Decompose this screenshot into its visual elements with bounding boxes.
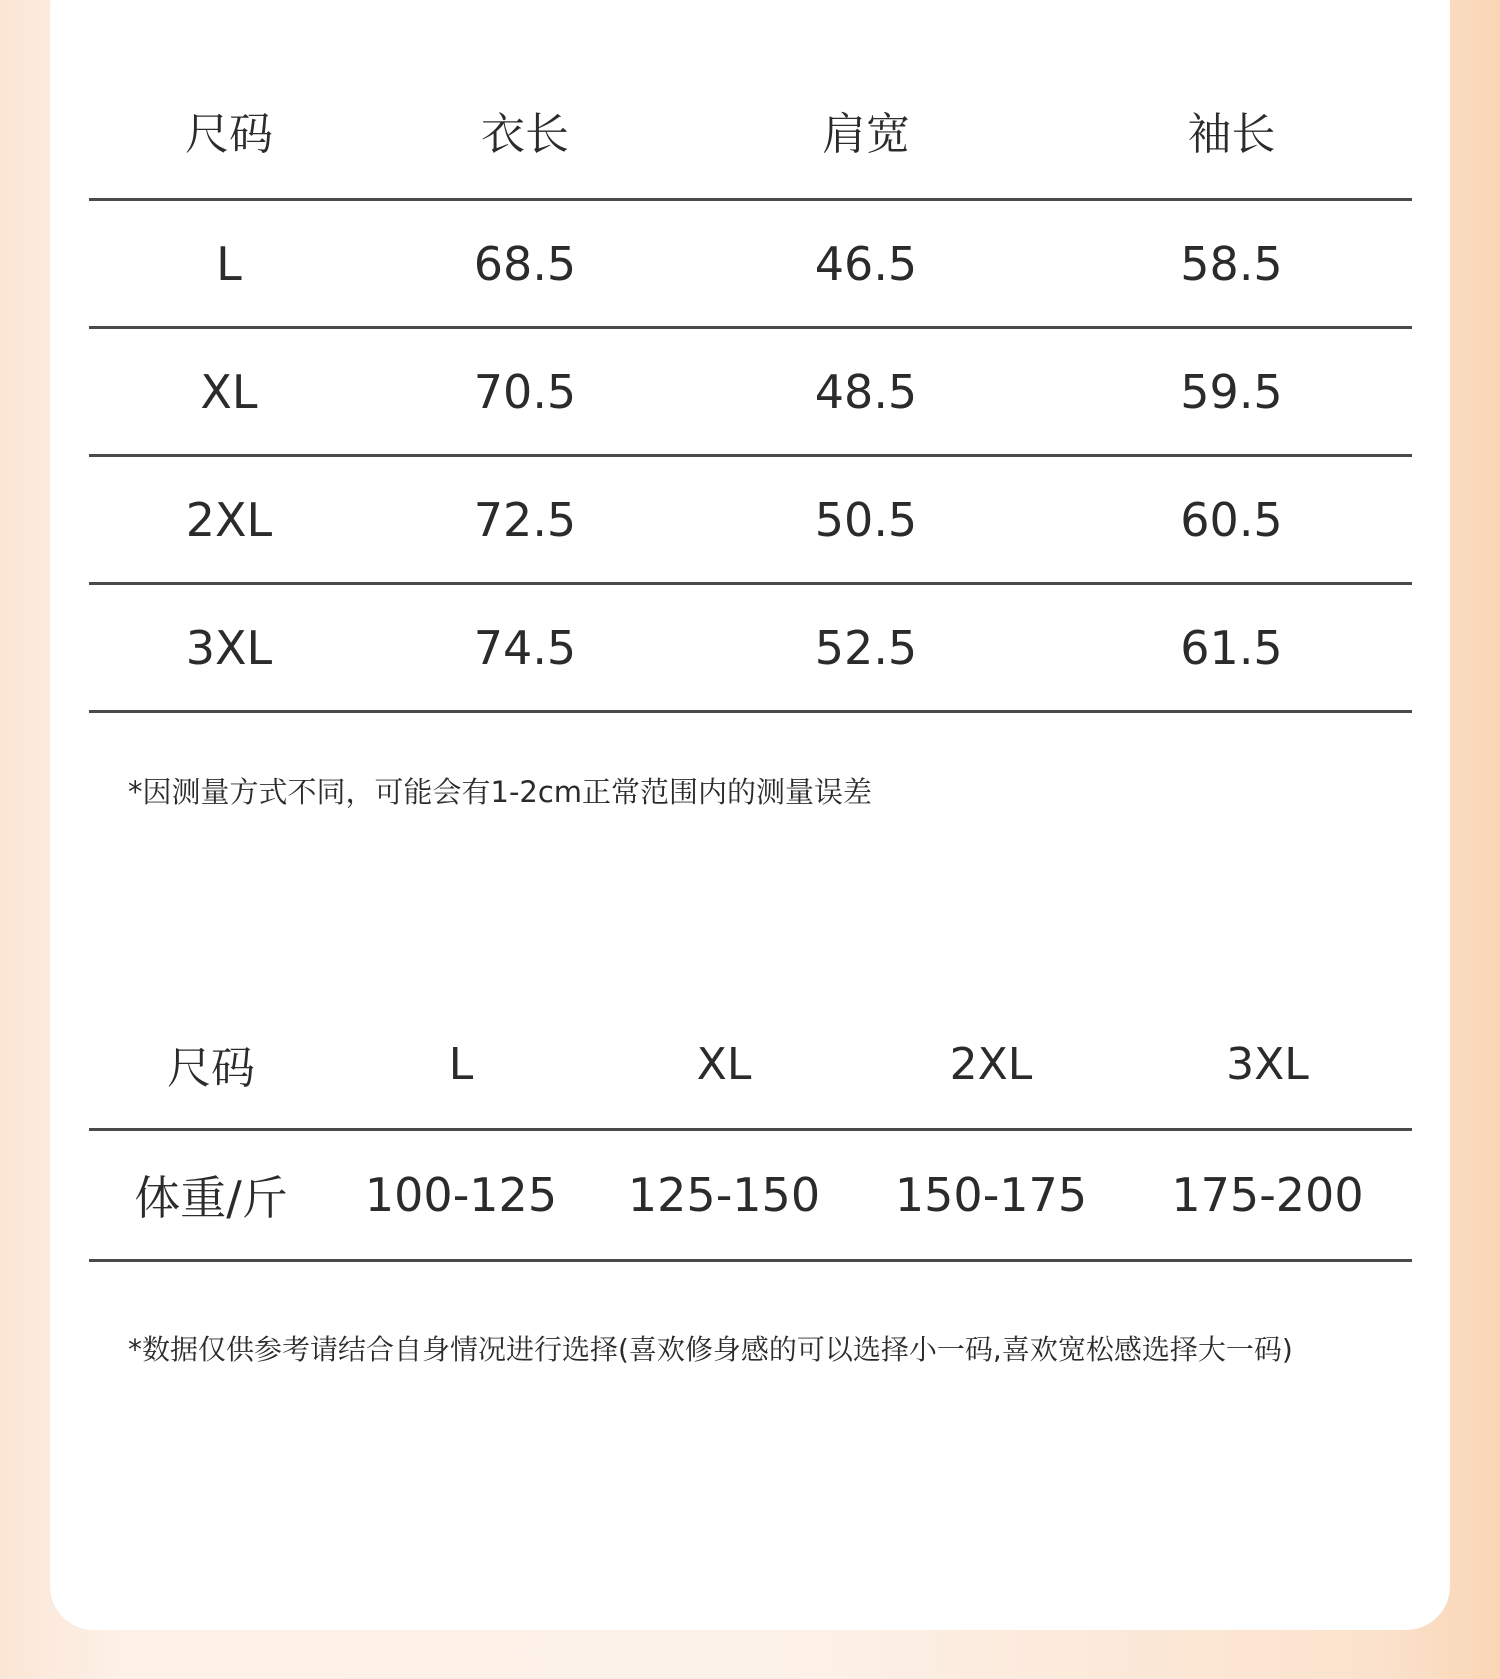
header-shoulder: 肩宽 bbox=[681, 62, 1051, 200]
weight-label-cell: 体重/斤 bbox=[89, 1130, 333, 1261]
sleeve-cell: 58.5 bbox=[1180, 236, 1283, 291]
measurement-table bbox=[89, 62, 1412, 713]
weight-note: *数据仅供参考请结合自身情况进行选择(喜欢修身感的可以选择小一码,喜欢宽松感选择大一码) bbox=[128, 1333, 1293, 1366]
size-cell: 2XL bbox=[89, 456, 369, 584]
weight-range-cell: 150-175 bbox=[859, 1130, 1123, 1261]
sleeve-cell: 61.5 bbox=[1051, 584, 1412, 712]
measurement-header-row bbox=[89, 62, 1412, 200]
weight-table bbox=[89, 1000, 1412, 1262]
header-size-3xl: 3XL bbox=[1123, 1000, 1412, 1130]
weight-range-cell: 125-150 bbox=[589, 1130, 859, 1261]
header-size: 尺码 bbox=[89, 62, 369, 200]
sleeve-cell: 59.5 bbox=[1051, 328, 1412, 456]
weight-range-cell: 175-200 bbox=[1123, 1130, 1412, 1261]
header-size-l: L bbox=[333, 1000, 589, 1130]
sleeve-cell: 60.5 bbox=[1051, 456, 1412, 584]
shoulder-cell: 50.5 bbox=[681, 456, 1051, 584]
table-row bbox=[89, 328, 1412, 456]
table-row bbox=[89, 1130, 1412, 1261]
length-cell: 72.5 bbox=[369, 456, 681, 584]
weight-header-row bbox=[89, 1000, 1412, 1130]
shoulder-cell: 46.5 bbox=[814, 236, 918, 291]
table-row bbox=[89, 200, 1412, 328]
header-size-2xl: 2XL bbox=[859, 1000, 1123, 1130]
shoulder-cell: 48.5 bbox=[681, 328, 1051, 456]
weight-range-cell: 100-125 bbox=[333, 1130, 589, 1261]
size-cell: 3XL bbox=[89, 584, 369, 712]
length-cell: 74.5 bbox=[369, 584, 681, 712]
size-cell: XL bbox=[89, 328, 369, 456]
header-sleeve: 袖长 bbox=[1051, 62, 1412, 200]
table-row bbox=[89, 584, 1412, 712]
header-length: 衣长 bbox=[369, 62, 681, 200]
header-size-xl: XL bbox=[589, 1000, 859, 1130]
shoulder-cell: 52.5 bbox=[681, 584, 1051, 712]
length-cell: 70.5 bbox=[369, 328, 681, 456]
header-size: 尺码 bbox=[89, 1000, 333, 1130]
size-cell: L bbox=[216, 236, 242, 291]
table-row bbox=[89, 456, 1412, 584]
length-cell: 68.5 bbox=[473, 236, 577, 291]
measurement-note: *因测量方式不同，可能会有1-2cm正常范围内的测量误差 bbox=[128, 775, 873, 809]
